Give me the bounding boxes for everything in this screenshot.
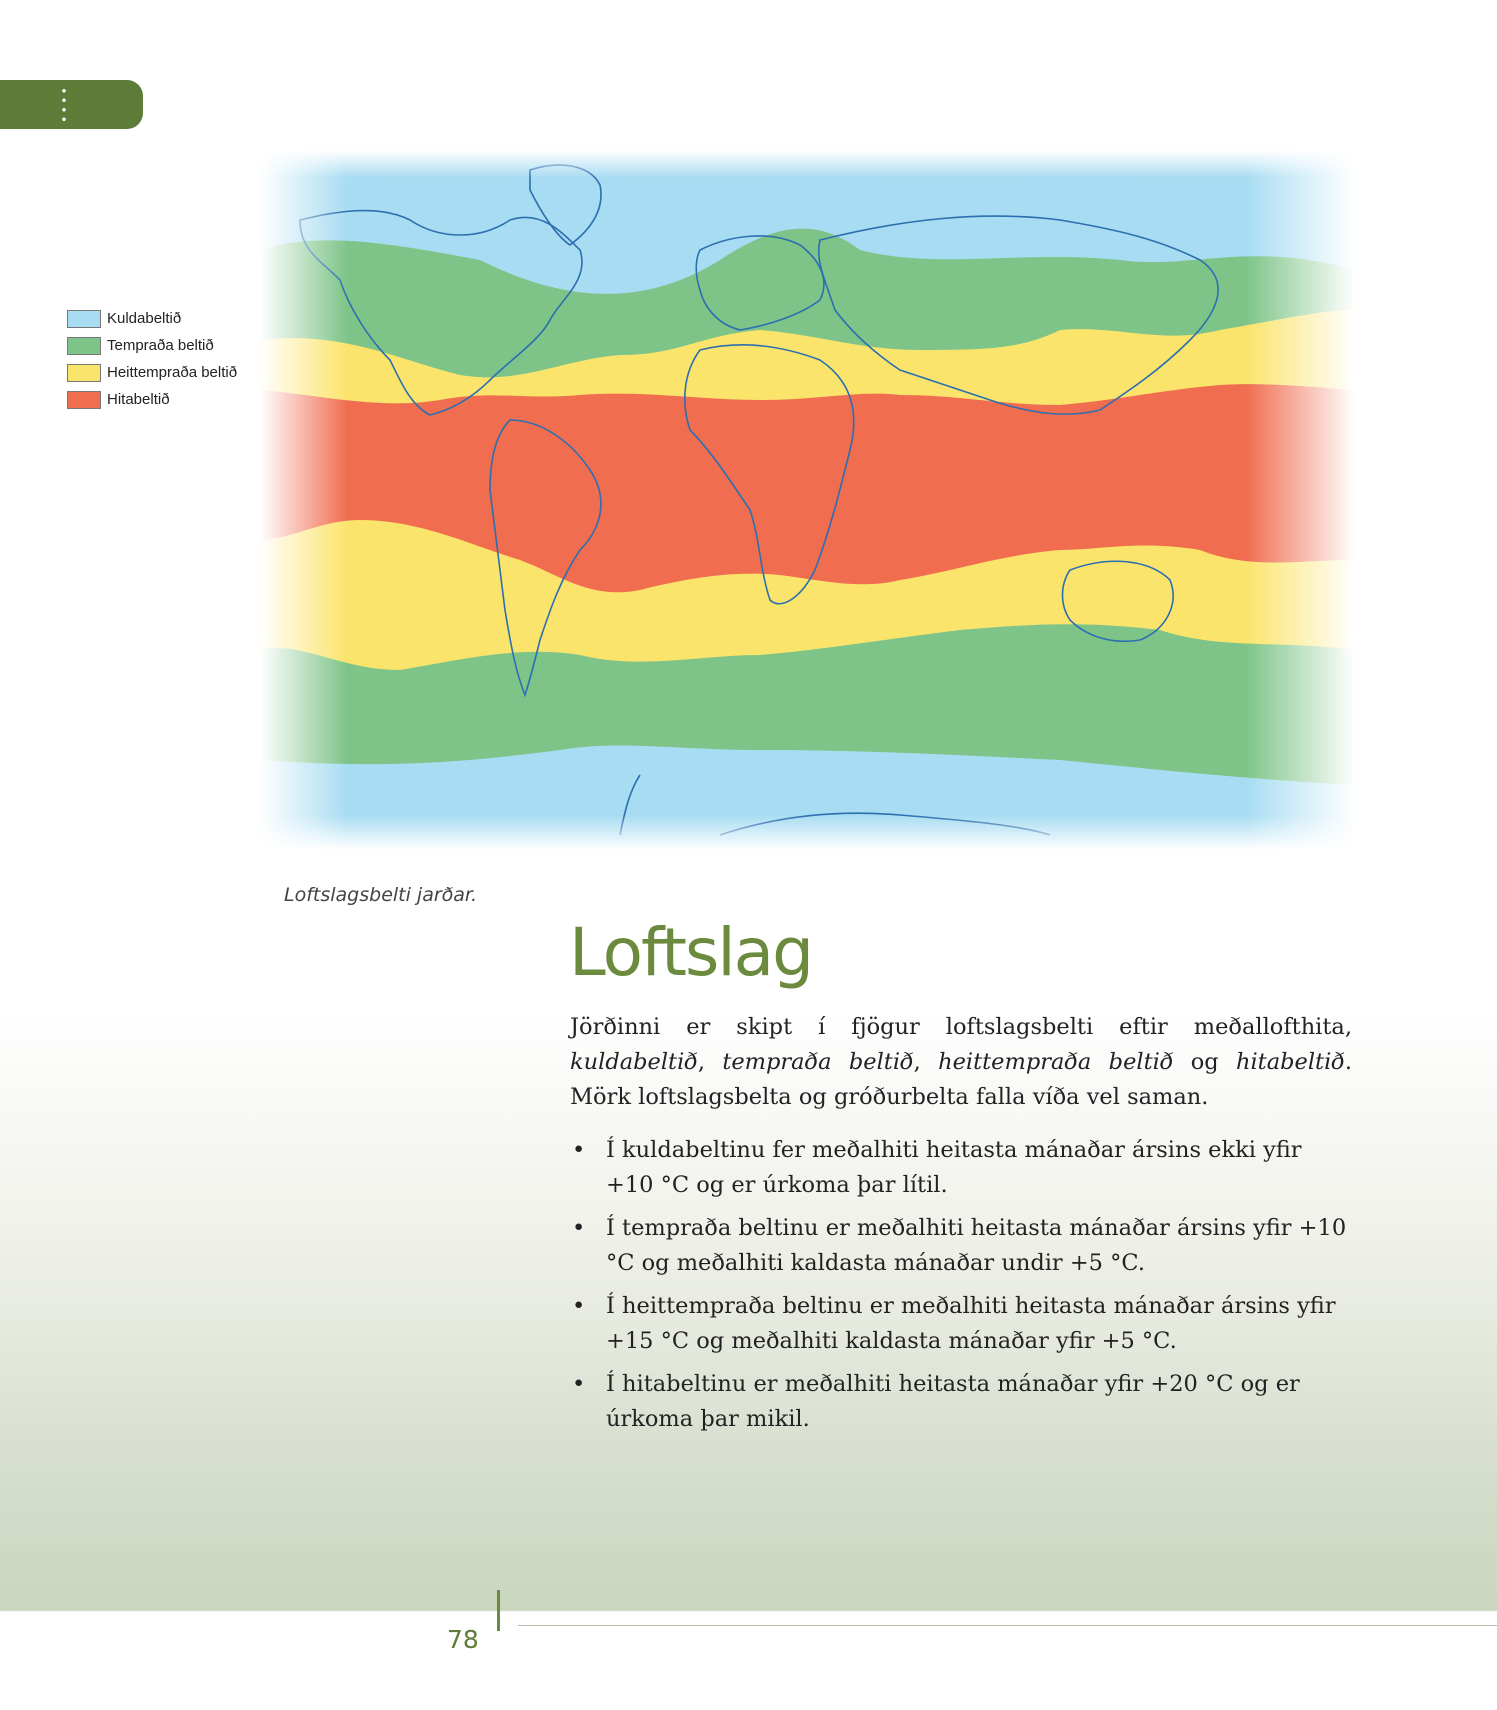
bullet-text-subtropical: Í heittempraða beltinu er meðalhiti heitasta mánaðar ársins yfir +15 °C og meðalhiti kaldasta mánaðar yfir +5 °C. — [606, 1293, 1336, 1354]
bullet-item-cold — [570, 1133, 1355, 1203]
legend-swatch-subtropical — [67, 364, 101, 382]
bullet-text-temperate: Í tempraða beltinu er meðalhiti heitasta mánaðar ársins yfir +10 °C og meðalhiti kaldasta mánaðar undir +5 °C. — [606, 1215, 1347, 1276]
bullet-symbol: • — [572, 1293, 586, 1319]
legend-label-cold: Kuldabeltið — [107, 310, 182, 327]
tab-dots — [62, 86, 66, 124]
legend-swatch-cold — [67, 310, 101, 328]
intro-text-3: , — [913, 1049, 939, 1075]
page-number-bar — [497, 1590, 500, 1631]
intro-term-tropical: hitabeltið — [1236, 1049, 1345, 1075]
bullet-symbol: • — [572, 1137, 586, 1163]
climate-zones-map — [260, 150, 1355, 850]
bullet-item-tropical — [570, 1367, 1355, 1437]
bullet-text-tropical: Í hitabeltinu er meðalhiti heitasta mánaðar yfir +20 °C og er úrkoma þar mikil. — [606, 1371, 1300, 1432]
intro-paragraph — [570, 1010, 1352, 1115]
footer-rule — [518, 1625, 1497, 1626]
intro-text-2: , — [697, 1049, 723, 1075]
intro-text-4: og — [1173, 1049, 1236, 1075]
legend-item-subtropical — [67, 359, 237, 386]
page-number: 78 — [447, 1625, 479, 1654]
intro-text-5: . Mörk loftslagsbelta og gróðurbelta falla víða vel saman. — [570, 1049, 1352, 1110]
bullet-item-temperate — [570, 1211, 1355, 1281]
world-map-svg — [260, 150, 1355, 850]
intro-text-1: Jörðinni er skipt í fjögur loftslagsbelti eftir meðallofthita, — [570, 1014, 1352, 1040]
page-title: Loftslag — [569, 914, 813, 991]
bullet-symbol: • — [572, 1371, 586, 1397]
intro-term-subtropical: heittempraða beltið — [938, 1049, 1174, 1075]
legend-label-tropical: Hitabeltið — [107, 391, 170, 408]
legend-swatch-tropical — [67, 391, 101, 409]
bullet-symbol: • — [572, 1215, 586, 1241]
zone-bullet-list — [570, 1133, 1355, 1445]
legend-item-cold — [67, 305, 237, 332]
legend-item-temperate — [67, 332, 237, 359]
map-caption: Loftslagsbelti jarðar. — [284, 884, 478, 906]
intro-term-temperate: tempraða beltið — [722, 1049, 914, 1075]
legend-label-subtropical: Heittempraða beltið — [107, 364, 238, 381]
map-fade-vertical — [260, 150, 1355, 850]
bullet-text-cold: Í kuldabeltinu fer meðalhiti heitasta mánaðar ársins ekki yfir +10 °C og er úrkoma þar lítil. — [606, 1137, 1302, 1198]
bullet-item-subtropical — [570, 1289, 1355, 1359]
intro-term-cold: kuldabeltið — [570, 1049, 698, 1075]
legend-item-tropical — [67, 386, 237, 413]
map-legend — [67, 305, 237, 413]
legend-swatch-temperate — [67, 337, 101, 355]
legend-label-temperate: Tempraða beltið — [107, 337, 214, 354]
chapter-tab — [0, 80, 143, 129]
